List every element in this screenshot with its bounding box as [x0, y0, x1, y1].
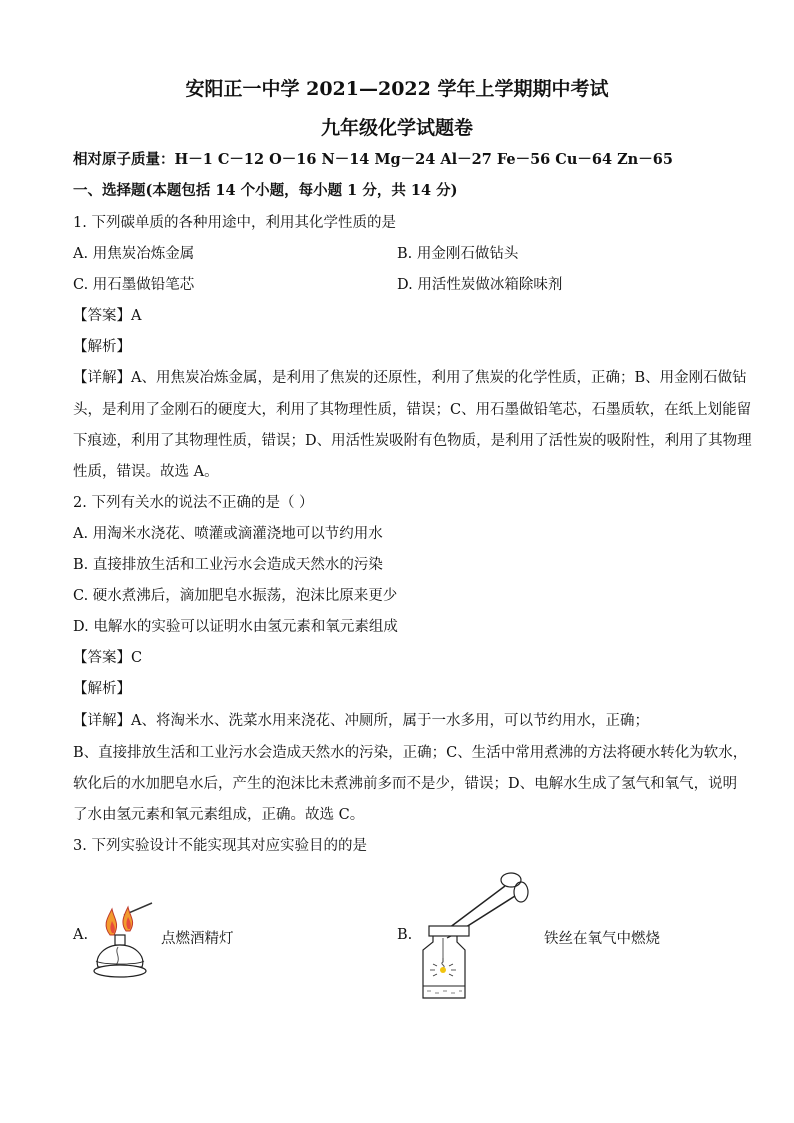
q1-detail-line: 头，是利用了金刚石的硬度大，利用了其物理性质，错误；C、用石墨做铅笔芯，石墨质软，在纸上划能留 [73, 402, 752, 418]
q1-detail-line: 性质，错误。故选 A。 [73, 464, 219, 480]
q3-option-b-letter: B. [397, 927, 413, 943]
q3-stem: 3. 下列实验设计不能实现其对应实验目的的是 [73, 838, 367, 854]
q2-option-d: D. 电解水的实验可以证明水由氢元素和氧元素组成 [73, 619, 398, 635]
q1-option-d: D. 用活性炭做冰箱除味剂 [397, 277, 563, 293]
alcohol-lamp-figure [88, 895, 160, 983]
q2-detail-line: B、直接排放生活和工业污水会造成天然水的污染，正确；C、生活中常用煮沸的方法将硬水转化为软水， [73, 745, 748, 761]
q2-detail-line: 了水由氢元素和氧元素组成，正确。故选 C。 [73, 807, 365, 823]
q1-stem: 1. 下列碳单质的各种用途中，利用其化学性质的是 [73, 215, 396, 231]
q2-analysis-label: 【解析】 [73, 681, 131, 697]
q2-stem: 2. 下列有关水的说法不正确的是（ ） [73, 495, 314, 511]
iron-wire-oxygen-figure [415, 866, 535, 1002]
q2-answer: 【答案】C [73, 650, 143, 666]
q1-detail-line: 下痕迹，利用了其物理性质，错误；D、用活性炭吸附有色物质，是利用了活性炭的吸附性，利用了其物理 [73, 433, 752, 449]
q3-option-a-letter: A. [73, 927, 89, 943]
section-heading: 一、选择题(本题包括 14 个小题，每小题 1 分，共 14 分) [73, 182, 458, 199]
q2-detail-line: 【详解】A、将淘米水、洗菜水用来浇花、冲厕所，属于一水多用，可以节约用水，正确； [73, 713, 649, 729]
q3-option-a-caption: 点燃酒精灯 [161, 931, 234, 947]
q2-option-c: C. 硬水煮沸后，滴加肥皂水振荡，泡沫比原来更少 [73, 588, 398, 604]
q1-analysis-label: 【解析】 [73, 339, 131, 355]
q2-option-b: B. 直接排放生活和工业污水会造成天然水的污染 [73, 557, 383, 573]
q1-option-b: B. 用金刚石做钻头 [397, 246, 519, 262]
exam-subtitle: 九年级化学试题卷 [320, 117, 473, 139]
exam-title: 安阳正一中学 2021—2022 学年上学期期中考试 [185, 78, 609, 100]
q1-detail-line: 【详解】A、用焦炭冶炼金属，是利用了焦炭的还原性，利用了焦炭的化学性质，正确；B、用金刚石做钻 [73, 370, 747, 386]
q2-option-a: A. 用淘米水浇花、喷灌或滴灌浇地可以节约用水 [73, 526, 383, 542]
q2-detail-line: 软化后的水加肥皂水后，产生的泡沫比未煮沸前多而不是少，错误；D、电解水生成了氢气和氧气，说明 [73, 776, 738, 792]
q1-answer: 【答案】A [73, 308, 142, 324]
q1-option-c: C. 用石墨做铅笔芯 [73, 277, 195, 293]
atomic-mass-line: 相对原子质量：H－1 C－12 O－16 N－14 Mg－24 Al－27 Fe－56 Cu－64 Zn－65 [73, 151, 673, 168]
q3-option-b-caption: 铁丝在氧气中燃烧 [544, 931, 660, 947]
q1-option-a: A. 用焦炭冶炼金属 [73, 246, 195, 262]
